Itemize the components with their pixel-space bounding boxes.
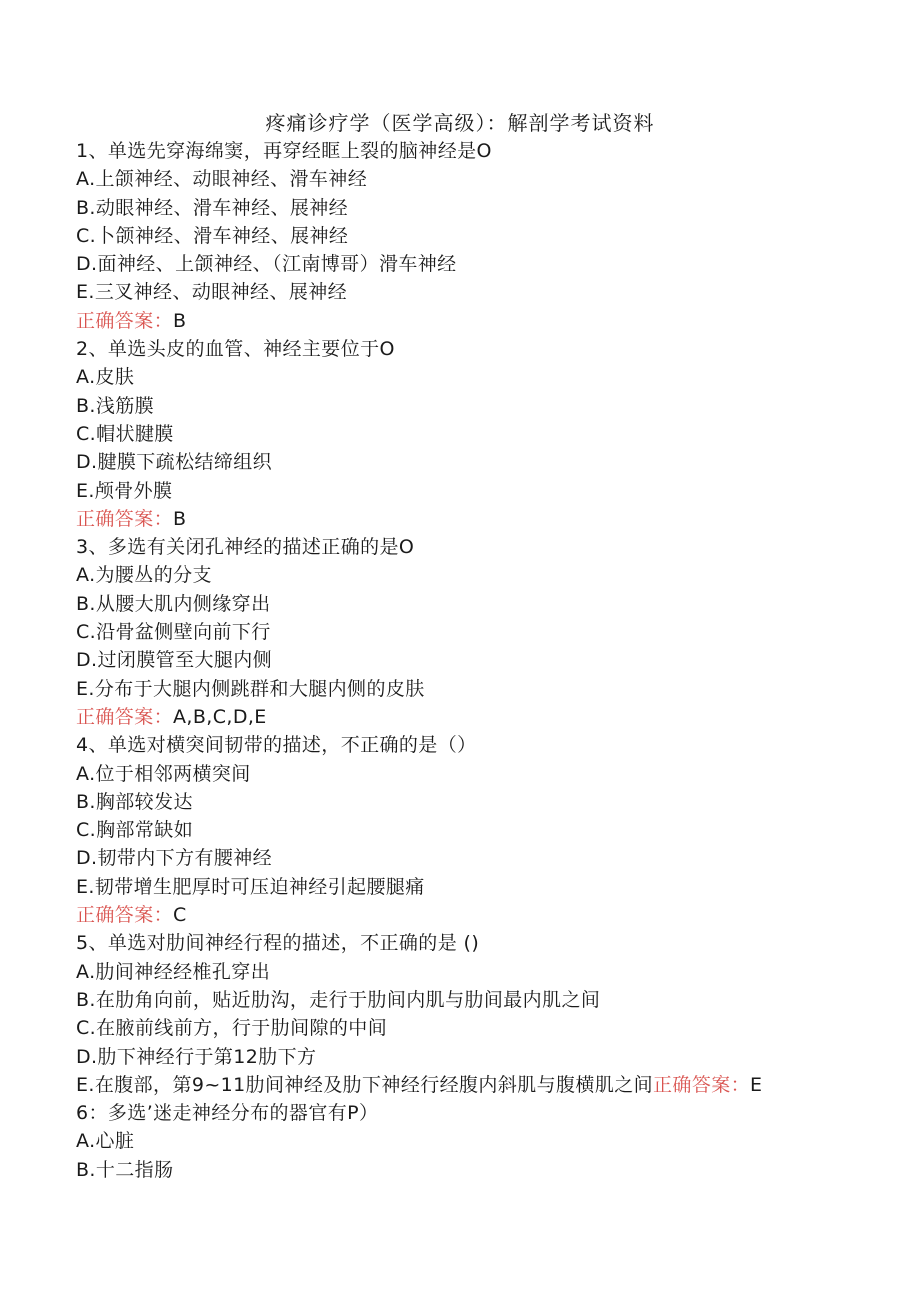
document-title: 疼痛诊疗学（医学高级）：解剖学考试资料 [265,111,655,135]
question-1-option-d: D.面神经、上颌神经、（江南博哥）滑车神经 [76,253,457,276]
question-1-option-e: E.三叉神经、动眼神经、展神经 [76,281,348,304]
question-3-stem: 3、多选有关闭孔神经的描述正确的是O [76,536,415,559]
question-1-answer [76,307,856,335]
question-1-option-b: B.动眼神经、滑车神经、展神经 [76,196,349,219]
answer-value: B [173,507,187,530]
answer-label: 正确答案： [653,1073,751,1096]
question-5-option-e-with-answer [76,1071,856,1099]
answer-label: 正确答案： [76,507,174,530]
question-3-option-b: B.从腰大肌内侧缘穿出 [76,592,271,615]
answer-value: E [750,1073,763,1096]
question-3-option-e: E.分布于大腿内侧跳群和大腿内侧的皮肤 [76,677,425,700]
question-6-option-b: B.十二指肠 [76,1158,174,1181]
question-4-option-e: E.韧带增生肥厚时可压迫神经引起腰腿痛 [76,875,425,898]
answer-label: 正确答案： [76,705,174,728]
question-6-option-a: A.心脏 [76,1130,135,1153]
question-5-option-b: B.在肋角向前，贴近肋沟，走行于肋间内肌与肋间最内肌之间 [76,988,601,1011]
question-4-answer [76,901,856,929]
answer-label: 正确答案： [76,309,174,332]
question-4-option-d: D.韧带内下方有腰神经 [76,847,273,870]
question-2-option-e: E.颅骨外膜 [76,479,173,502]
question-5-option-e: E.在腹部，第9~11肋间神经及肋下神经行经腹内斜肌与腹横肌之间 [76,1073,654,1096]
question-2-stem: 2、单选头皮的血管、神经主要位于O [76,338,395,361]
question-3-answer [76,703,856,731]
question-5-option-d: D.肋下神经行于第12肋下方 [76,1045,317,1068]
question-1-stem: 1、单选先穿海绵窦，再穿经眶上裂的脑神经是O [76,140,492,162]
question-2-option-d: D.腱膜下疏松结缔组织 [76,451,273,474]
question-4-option-a: A.位于相邻两横突间 [76,762,251,785]
answer-value: B [173,309,187,332]
question-5-option-c: C.在腋前线前方，行于肋间隙的中间 [76,1017,388,1040]
question-4-stem: 4、单选对横突间韧带的描述，不正确的是（） [76,734,477,757]
question-1-option-a: A.上颌神经、动眼神经、滑车神经 [76,168,368,191]
question-5-option-a: A.肋间神经经椎孔穿出 [76,960,271,983]
question-2-option-c: C.帽状腱膜 [76,422,174,445]
answer-label: 正确答案： [76,904,174,927]
answer-value: A,B,C,D,E [173,705,267,728]
question-6-stem: 6：多选’迷走神经分布的器官有P） [76,1102,379,1125]
question-2-answer [76,505,856,533]
question-4-option-c: C.胸部常缺如 [76,819,194,842]
question-3-option-c: C.沿骨盆侧壁向前下行 [76,621,271,644]
question-2-option-b: B.浅筋膜 [76,394,155,417]
question-list [76,137,856,1184]
question-1-option-c: C.卜颌神经、滑车神经、展神经 [76,224,349,247]
answer-value: C [173,904,187,927]
question-2-option-a: A.皮肤 [76,366,135,389]
question-3-option-a: A.为腰丛的分支 [76,564,212,587]
question-5-stem: 5、单选对肋间神经行程的描述，不正确的是 () [76,932,480,955]
question-3-option-d: D.过闭膜管至大腿内侧 [76,649,273,672]
question-4-option-b: B.胸部较发达 [76,790,193,813]
